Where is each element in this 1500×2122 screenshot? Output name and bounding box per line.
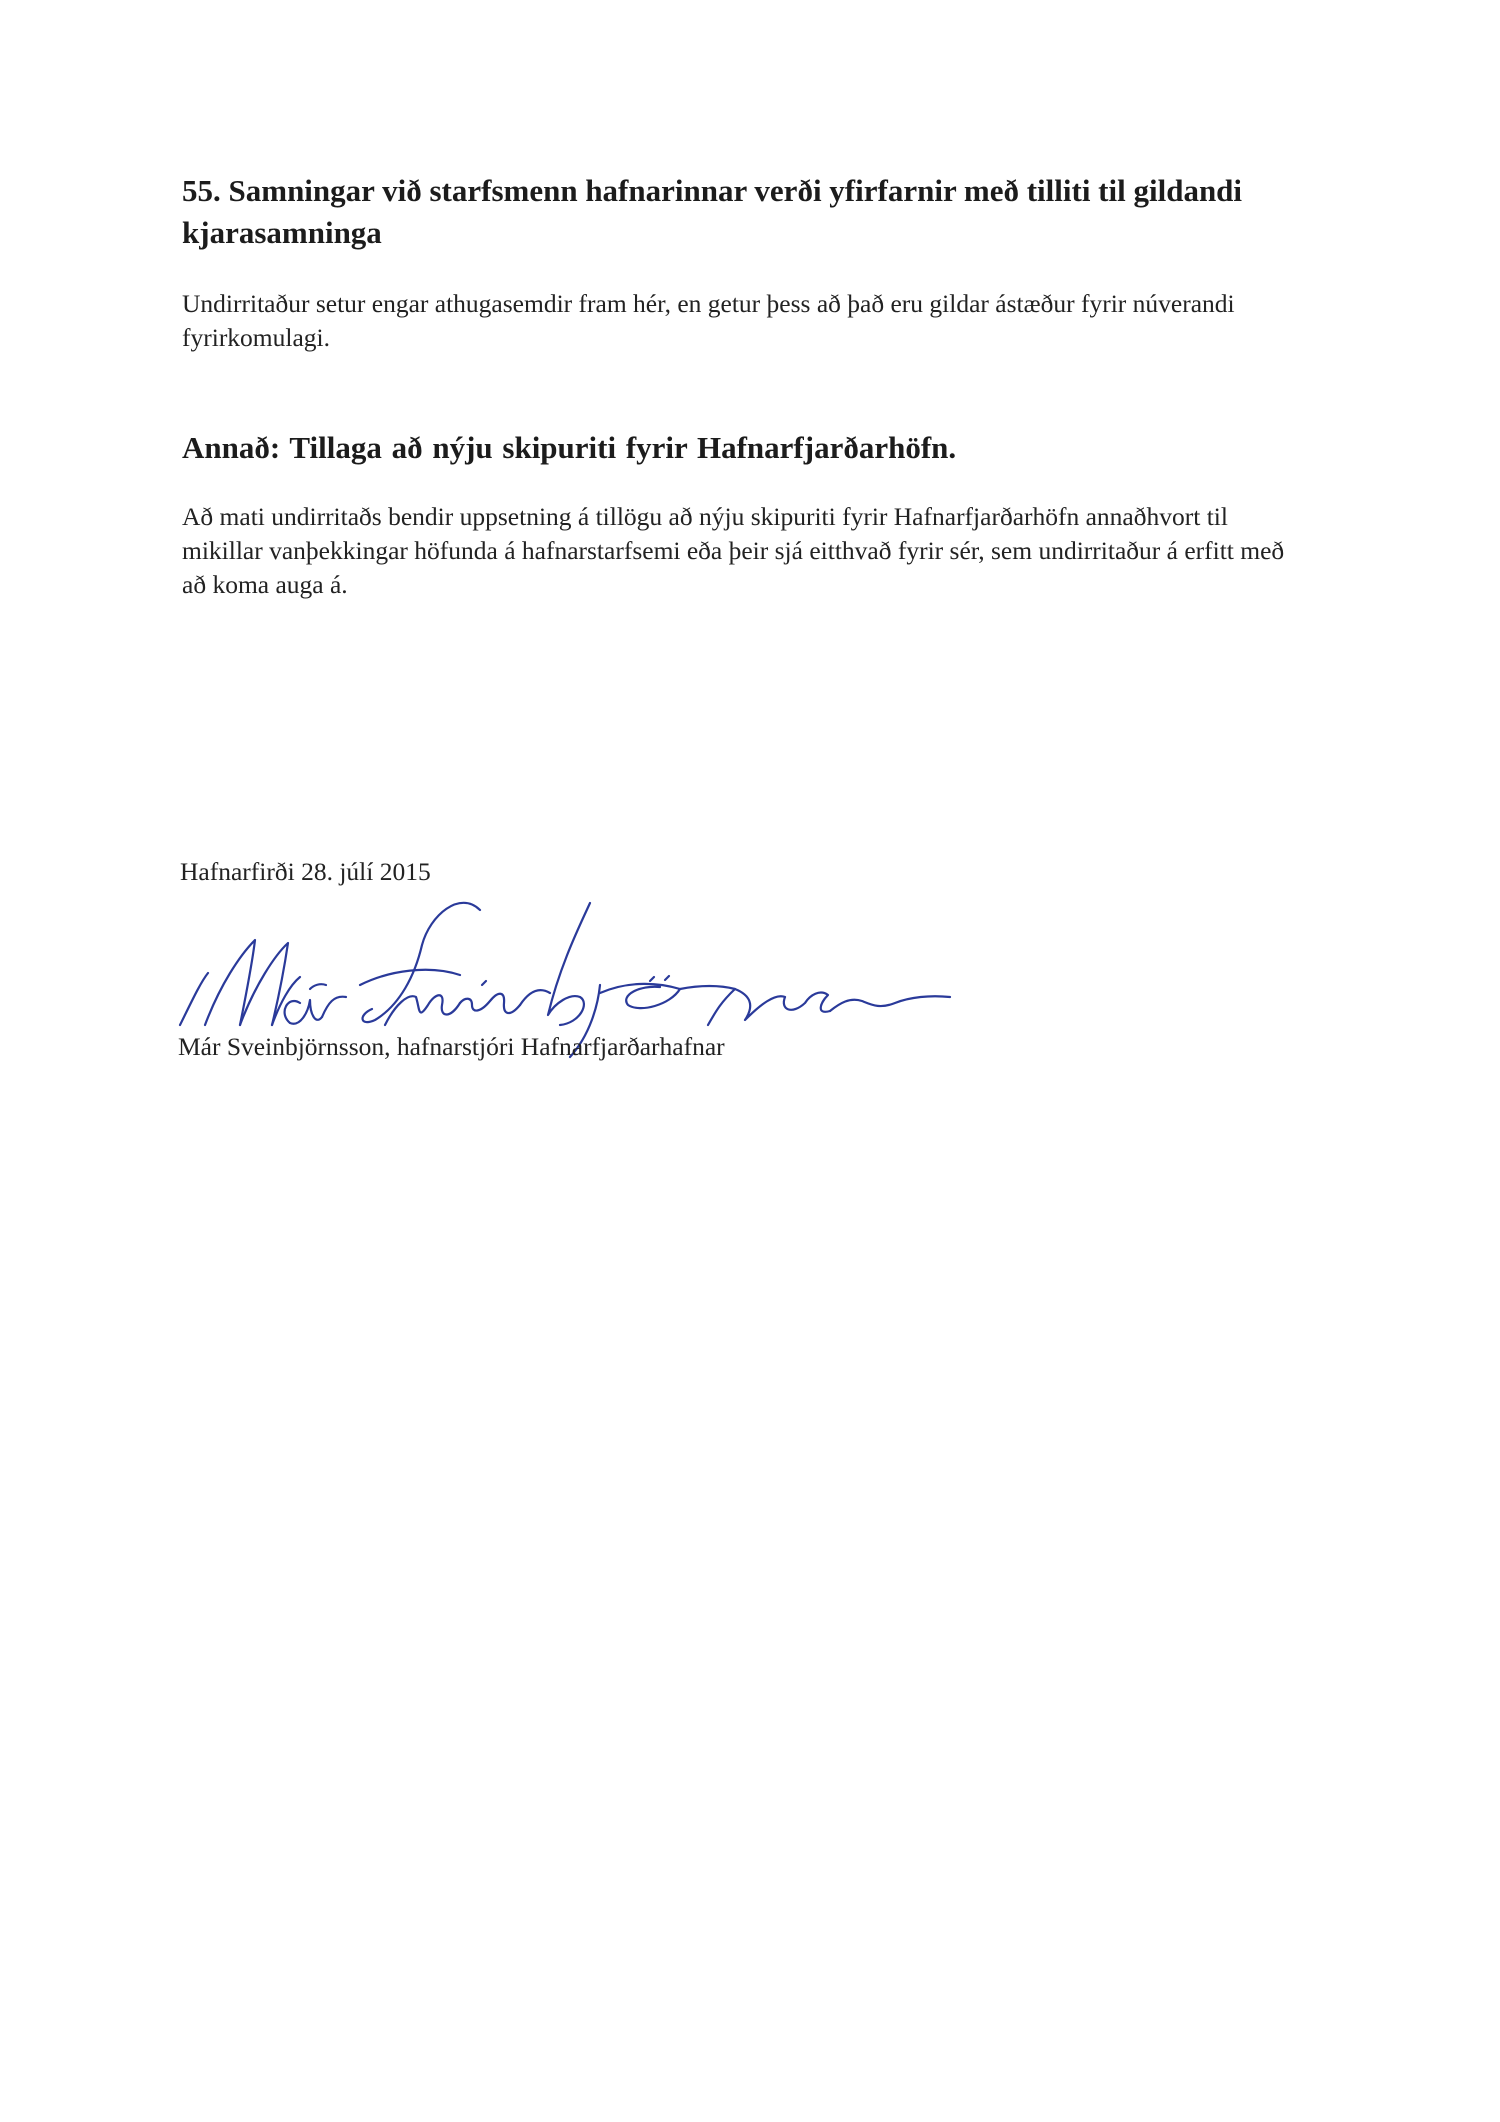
section-55-body: Undirritaður setur engar athugasemdir fram hér, en getur þess að það eru gildar ástæður fyrir núverandi fyrirkomulagi. [182,289,1235,352]
signer-name-title: Már Sveinbjörnsson, hafnarstjóri Hafnarfjarðarhafnar [178,1032,725,1061]
section-other-body: Að mati undirritaðs bendir uppsetning á tillögu að nýju skipuriti fyrir Hafnarfjarðarhöfn annaðhvort til mikillar vanþekkingar höfunda á hafnarstarfsemi eða þeir sjá eitthvað fyrir sér, sem undirritaður á erfitt með að koma auga á. [182,502,1285,599]
section-other-heading: Annað: Tillaga að nýju skipuriti fyrir Hafnarfjarðarhöfn. [182,430,957,465]
section-55-heading: 55. Samningar við starfsmenn hafnarinnar verði yfirfarnir með tilliti til gildandi kjarasamninga [182,173,1243,250]
place-and-date: Hafnarfirði 28. júlí 2015 [180,857,431,886]
